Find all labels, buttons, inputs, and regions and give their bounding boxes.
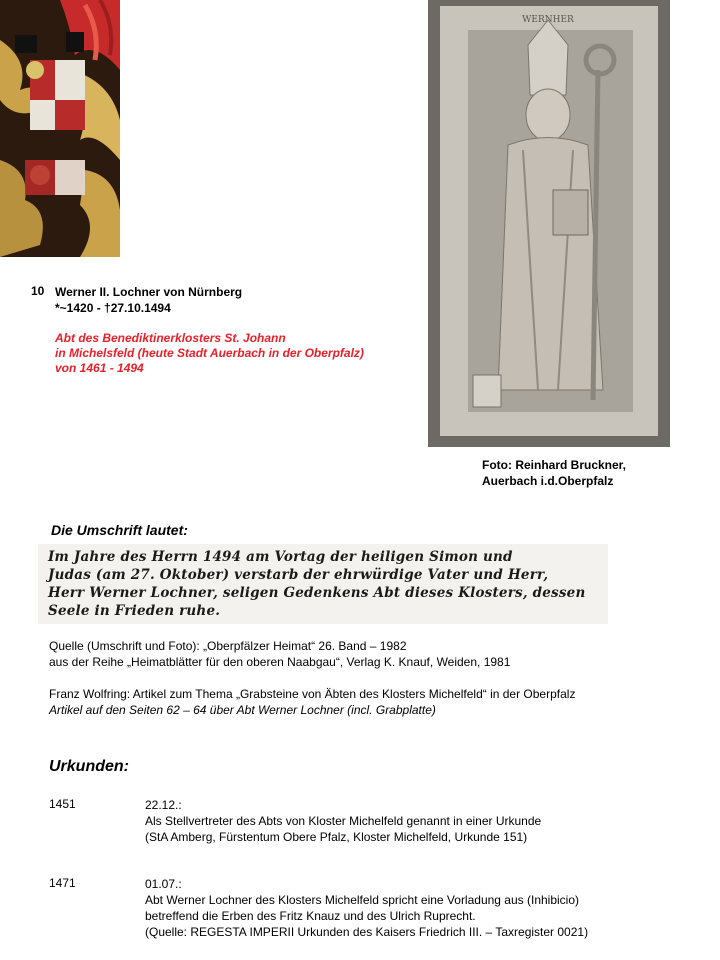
entry-header	[55, 284, 242, 316]
urkunden-heading: Urkunden:	[49, 758, 129, 775]
wolfring-note: Artikel auf den Seiten 62 – 64 über Abt Werner Lochner (incl. Grabplatte)	[49, 703, 436, 717]
wolfring-line: Franz Wolfring: Artikel zum Thema „Grabsteine von Äbten des Klosters Michelfeld“ in der Oberpfalz	[49, 687, 576, 701]
urkunde-line: Abt Werner Lochner des Klosters Michelfeld spricht eine Vorladung aus (Inhibicio)	[145, 893, 580, 907]
urkunde-year: 1471	[49, 876, 76, 890]
umschrift-line: Judas (am 27. Oktober) verstarb der ehrwürdige Vater und Herr,	[48, 567, 549, 583]
umschrift-line: Herr Werner Lochner, seligen Gedenkens Abt dieses Klosters, dessen	[48, 585, 586, 601]
office-line: von 1461 - 1494	[55, 361, 144, 375]
urkunde-line: betreffend die Erben des Fritz Knauz und des Ulrich Ruprecht.	[145, 909, 476, 923]
urkunde-line: (Quelle: REGESTA IMPERII Urkunden des Kaisers Friedrich III. – Taxregister 0021)	[145, 925, 589, 939]
photo-credit	[482, 457, 626, 489]
credit-line: Foto: Reinhard Bruckner,	[482, 458, 627, 472]
umschrift-line: Im Jahre des Herrn 1494 am Vortag der heiligen Simon und	[48, 549, 513, 565]
quelle-line: Quelle (Umschrift und Foto): „Oberpfälzer Heimat“ 26. Band – 1982	[49, 639, 407, 653]
urkunde-text	[145, 876, 588, 940]
entry-name: Werner II. Lochner von Nürnberg	[55, 285, 243, 299]
urkunde-text	[145, 797, 541, 845]
quelle-line: aus der Reihe „Heimatblätter für den oberen Naabgau“, Verlag K. Knauf, Weiden, 1981	[49, 655, 511, 669]
urkunde-year: 1451	[49, 797, 76, 811]
slab-top-inscription: WERNHER	[522, 15, 574, 25]
coat-of-arms-image	[0, 0, 120, 257]
source-wolfring	[49, 686, 575, 718]
urkunde-line: Als Stellvertreter des Abts von Kloster Michelfeld genannt in einer Urkunde	[145, 814, 542, 828]
entry-office	[55, 331, 364, 376]
umschrift-text-block	[38, 544, 608, 624]
umschrift-heading: Die Umschrift lautet:	[51, 522, 188, 538]
source-quelle	[49, 638, 510, 670]
credit-line: Auerbach i.d.Oberpfalz	[482, 474, 614, 488]
office-line: in Michelsfeld (heute Stadt Auerbach in der Oberpfalz)	[55, 346, 364, 360]
urkunde-line: 22.12.:	[145, 798, 182, 812]
entry-dates: *~1420 - †27.10.1494	[55, 301, 171, 315]
grave-slab-photo	[428, 0, 670, 447]
umschrift-line: Seele in Frieden ruhe.	[48, 603, 221, 619]
urkunde-line: 01.07.:	[145, 877, 182, 891]
entry-number: 10	[31, 284, 45, 298]
office-line: Abt des Benediktinerklosters St. Johann	[55, 331, 286, 345]
urkunde-line: (StA Amberg, Fürstentum Obere Pfalz, Kloster Michelfeld, Urkunde 151)	[145, 830, 528, 844]
